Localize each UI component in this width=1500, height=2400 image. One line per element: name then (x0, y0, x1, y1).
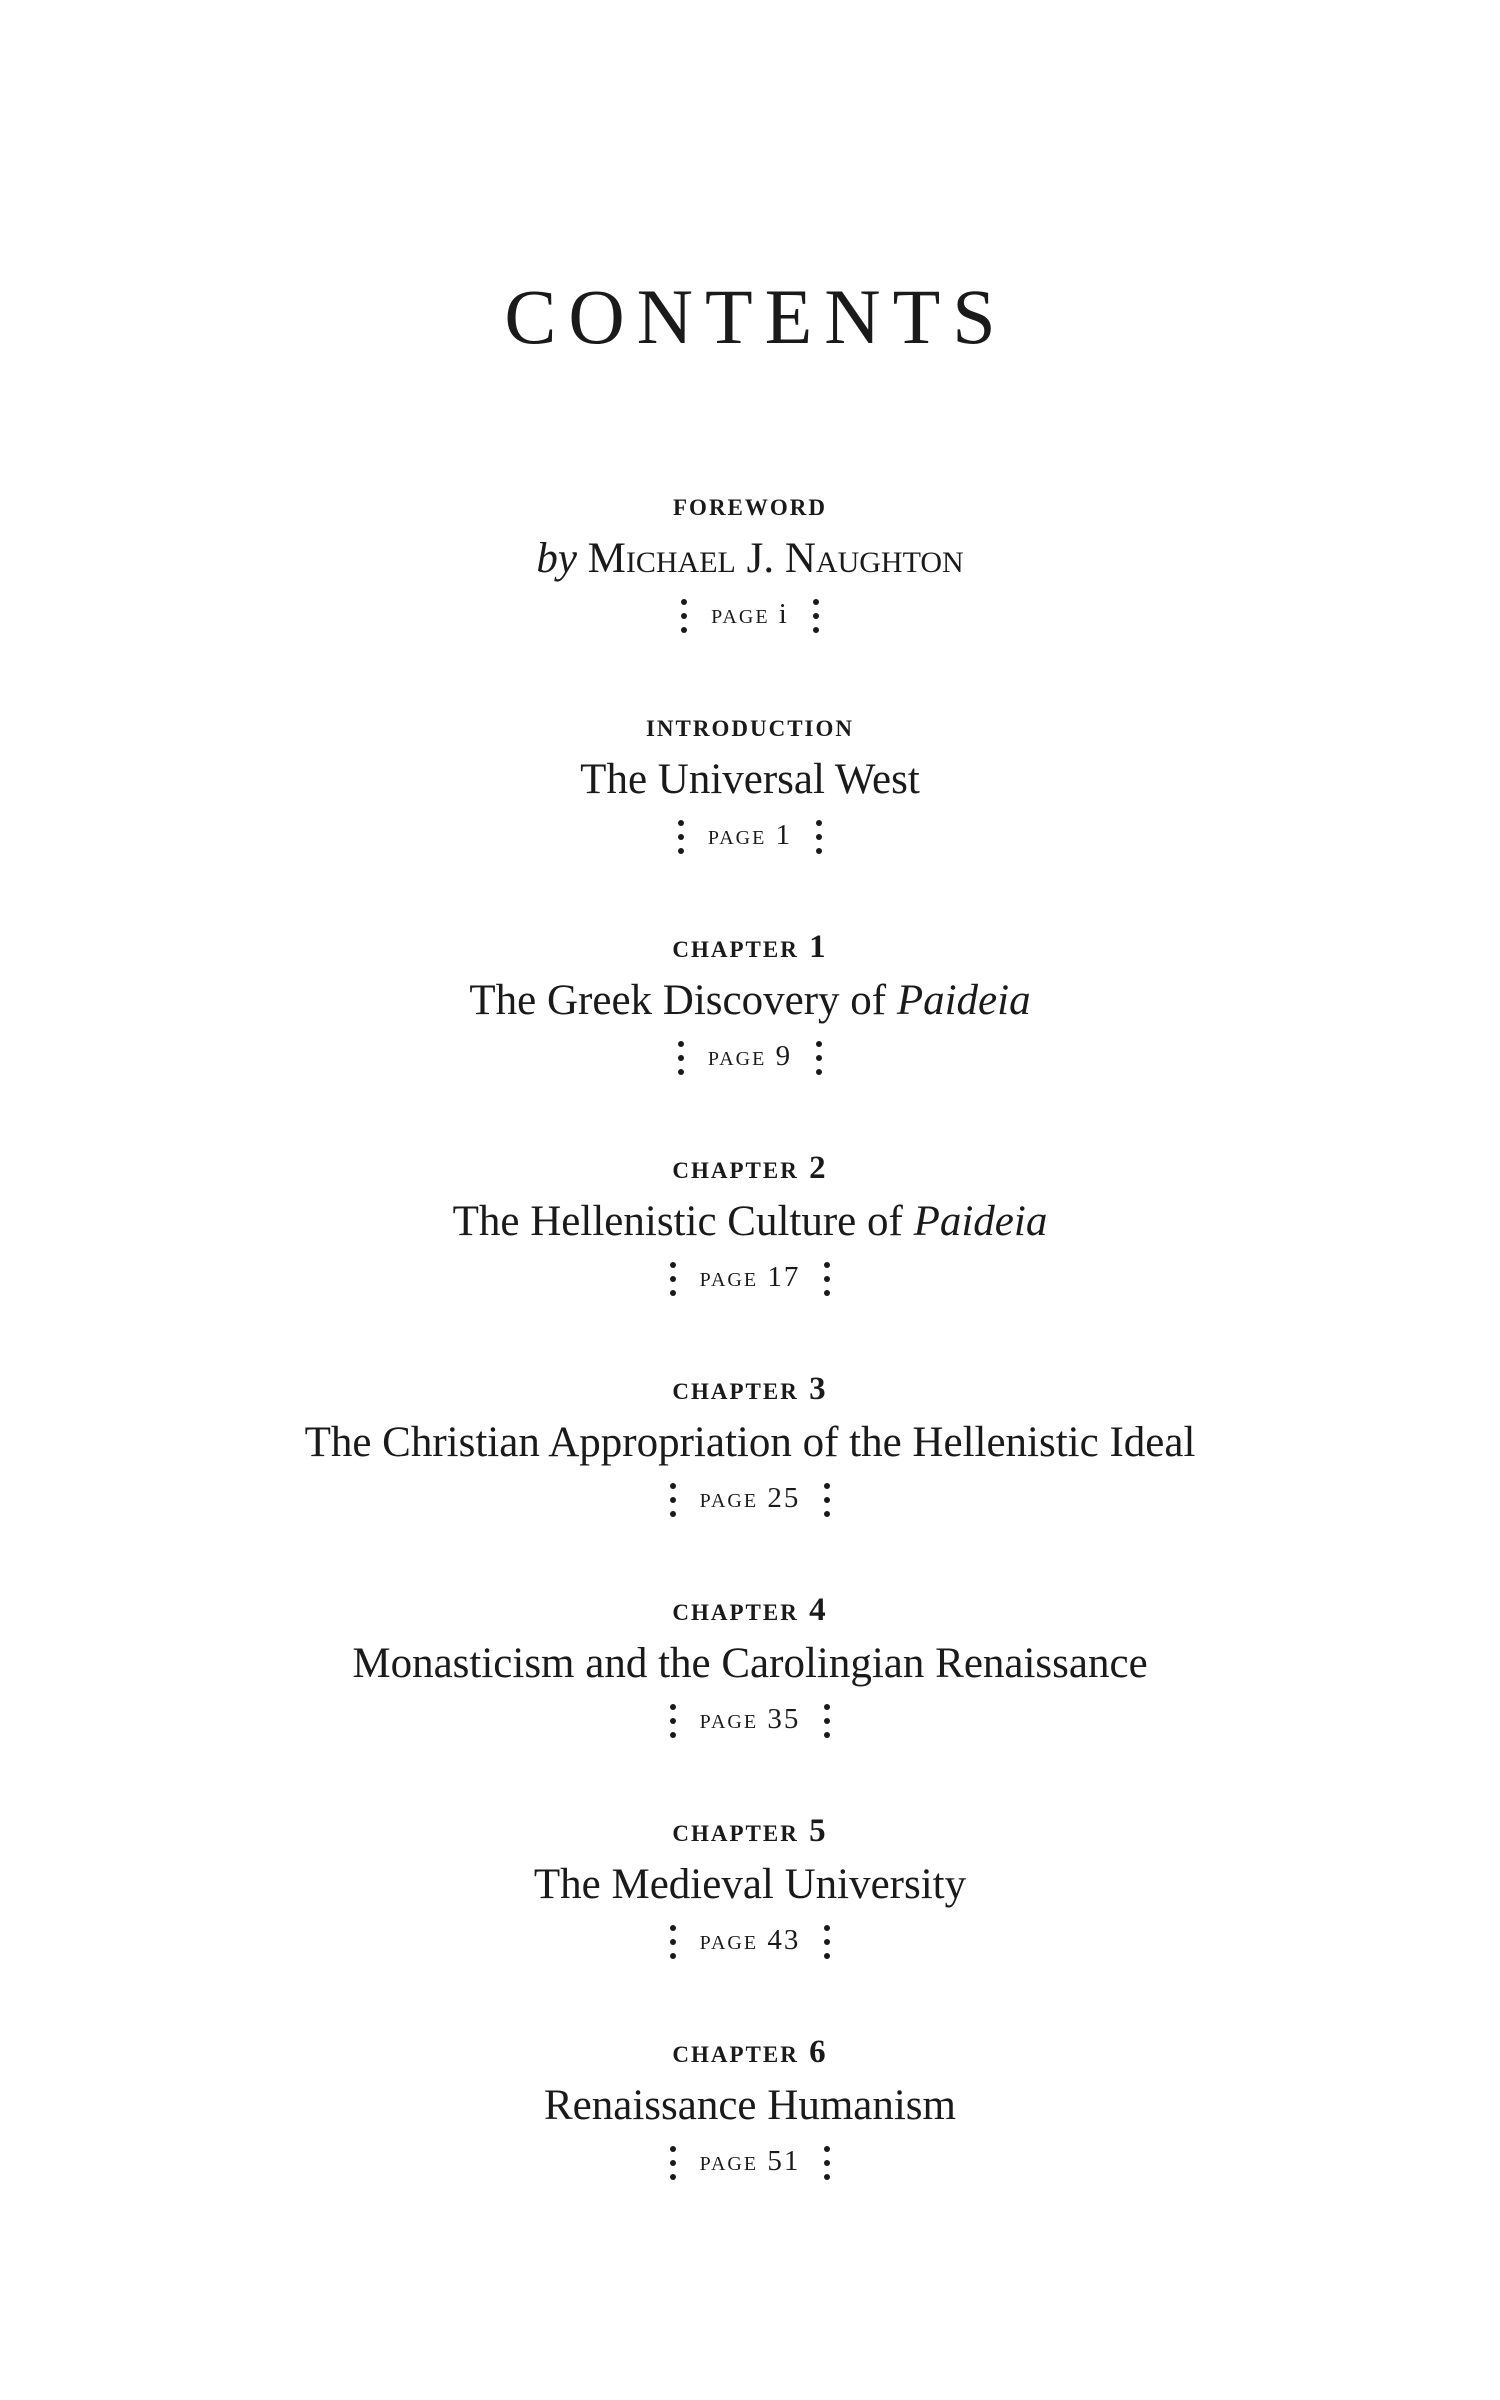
entry-subtitle-text: Renaissance Humanism (544, 2082, 956, 2129)
page-number: 35 (767, 1703, 801, 1735)
page-ref-label: page (699, 1261, 759, 1293)
entry-label-text: chapter (672, 1371, 799, 1407)
entry-label (0, 480, 1500, 530)
entry-subtitle (0, 972, 1500, 1030)
dots-right-icon (824, 1704, 830, 1738)
page-ref-label: page (707, 819, 767, 851)
toc-entry-chapter-6[interactable] (0, 2027, 1500, 2187)
entry-label (0, 2027, 1500, 2077)
chapter-number: 2 (809, 1150, 828, 1186)
dots-left-icon (670, 1925, 676, 1959)
page-ref-label: page (707, 1040, 767, 1072)
entry-label-text: chapter (672, 2034, 799, 2070)
entry-subtitle (0, 1414, 1500, 1472)
dots-left-icon (670, 1704, 676, 1738)
entry-label (0, 922, 1500, 972)
page-number: 51 (767, 2145, 801, 2177)
toc-entry-chapter-1[interactable] (0, 922, 1500, 1082)
page-number: 9 (775, 1040, 793, 1072)
entry-subtitle-text: The Universal West (580, 756, 920, 803)
entry-subtitle-text: The Medieval University (533, 1861, 967, 1908)
entry-label (0, 1143, 1500, 1193)
entry-subtitle (0, 2077, 1500, 2135)
entry-label-text: chapter (672, 1150, 799, 1186)
entry-subtitle-text: The Christian Appropriation of the Hellenistic Ideal (304, 1419, 1196, 1466)
chapter-number: 5 (809, 1813, 828, 1849)
entry-subtitle-italic: Paideia (896, 977, 1031, 1024)
entry-subtitle (0, 751, 1500, 809)
entry-label (0, 1364, 1500, 1414)
page-reference[interactable] (0, 1030, 1500, 1082)
toc-entry-chapter-4[interactable] (0, 1585, 1500, 1745)
page-number: i (778, 598, 789, 630)
toc-entry-chapter-5[interactable] (0, 1806, 1500, 1966)
page-reference[interactable] (0, 1472, 1500, 1524)
entry-label-text: chapter (672, 1813, 799, 1849)
page-ref-label: page (699, 1482, 759, 1514)
toc-entry-introduction[interactable] (0, 701, 1500, 861)
dots-left-icon (670, 1483, 676, 1517)
page-reference[interactable] (0, 2135, 1500, 2187)
entry-subtitle (0, 1635, 1500, 1693)
dots-right-icon (824, 2146, 830, 2180)
byline-prefix: by (536, 535, 577, 582)
page-ref-label: page (699, 1703, 759, 1735)
entry-label-text: chapter (672, 929, 799, 965)
dots-left-icon (670, 2146, 676, 2180)
page-number: 17 (767, 1261, 801, 1293)
toc-entry-chapter-3[interactable] (0, 1364, 1500, 1524)
dots-left-icon (678, 820, 684, 854)
entry-label (0, 701, 1500, 751)
page-reference[interactable] (0, 1914, 1500, 1966)
entry-label (0, 1806, 1500, 1856)
entry-subtitle-text: The Hellenistic Culture of (452, 1198, 914, 1245)
page-ref-label: page (711, 598, 770, 630)
dots-right-icon (824, 1262, 830, 1296)
entry-subtitle-text: Monasticism and the Carolingian Renaissance (352, 1640, 1148, 1687)
chapter-number: 6 (809, 2034, 828, 2070)
dots-right-icon (824, 1925, 830, 1959)
dots-left-icon (670, 1262, 676, 1296)
dots-right-icon (816, 1041, 822, 1075)
page-number: 25 (767, 1482, 801, 1514)
page-ref-label: page (699, 2145, 759, 2177)
dots-right-icon (813, 599, 819, 633)
entry-subtitle (0, 1193, 1500, 1251)
chapter-number: 1 (809, 929, 828, 965)
entry-label (0, 1585, 1500, 1635)
page-ref-label: page (699, 1924, 759, 1956)
page-number: 1 (775, 819, 793, 851)
page-reference[interactable] (0, 1251, 1500, 1303)
dots-right-icon (816, 820, 822, 854)
entry-subtitle-italic: Paideia (913, 1198, 1048, 1245)
chapter-number: 3 (809, 1371, 828, 1407)
author-name: Michael J. Naughton (587, 535, 964, 582)
page-reference[interactable] (0, 588, 1500, 640)
entry-label-text: introduction (645, 708, 855, 744)
entry-subtitle (0, 1856, 1500, 1914)
page-reference[interactable] (0, 1693, 1500, 1745)
dots-left-icon (678, 1041, 684, 1075)
toc-entry-foreword[interactable] (0, 480, 1500, 640)
entry-label-text: chapter (672, 1592, 799, 1628)
entry-label-text: foreword (673, 487, 827, 523)
entry-subtitle (0, 530, 1500, 588)
dots-right-icon (824, 1483, 830, 1517)
chapter-number: 4 (809, 1592, 828, 1628)
page-title: CONTENTS (504, 273, 1008, 360)
dots-left-icon (681, 599, 687, 633)
page-number: 43 (767, 1924, 801, 1956)
toc-entry-chapter-2[interactable] (0, 1143, 1500, 1303)
page-reference[interactable] (0, 809, 1500, 861)
entry-subtitle-text: The Greek Discovery of (469, 977, 897, 1024)
